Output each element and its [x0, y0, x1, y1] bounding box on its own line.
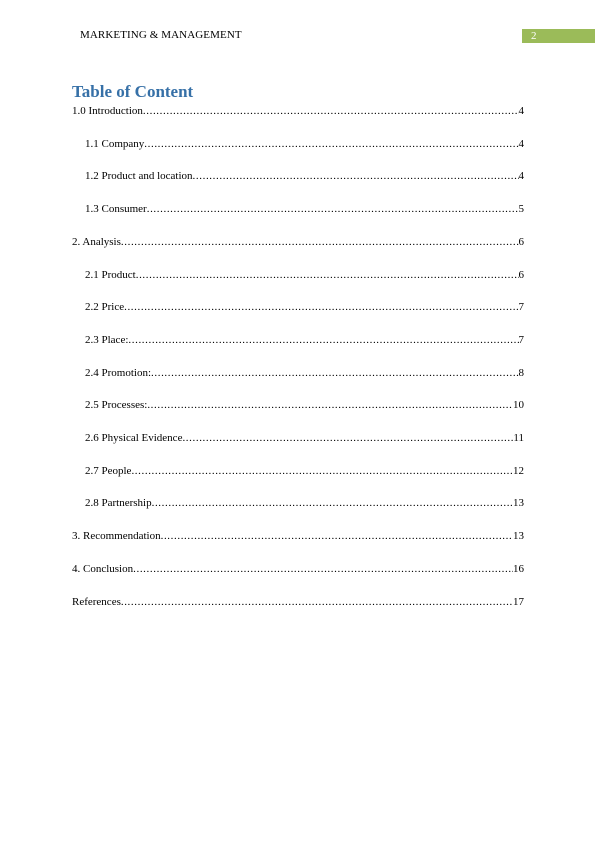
toc-entry-page: 13 [513, 530, 524, 542]
toc-entry-title: 1.2 Product and location [85, 170, 193, 182]
toc-entry-page: 4 [518, 170, 524, 182]
toc-entry-page: 6 [518, 269, 524, 281]
running-header: MARKETING & MANAGEMENT [80, 29, 242, 41]
toc-entry[interactable] [72, 562, 524, 576]
toc-entry-title: 1.1 Company [85, 138, 145, 150]
toc-entry-page: 8 [518, 367, 524, 379]
toc-entry-title: 2.5 Processes: [85, 399, 148, 411]
toc-dot-leader [133, 562, 513, 576]
toc-entry-page: 17 [513, 596, 524, 608]
toc-dot-leader [121, 235, 519, 249]
toc-dot-leader [147, 202, 519, 216]
toc-entry-title: 2.6 Physical Evidence [85, 432, 183, 444]
toc-entry-title: 2.2 Price [85, 301, 125, 313]
toc-entry[interactable] [85, 366, 524, 380]
toc-entry[interactable] [85, 398, 524, 412]
toc-entry-page: 12 [513, 465, 524, 477]
toc-dot-leader [151, 366, 518, 380]
toc-entry[interactable] [72, 595, 524, 609]
toc-entry-title: 3. Recommendation [72, 530, 161, 542]
toc-entry-page: 4 [518, 138, 524, 150]
toc-dot-leader [182, 431, 513, 445]
toc-entry-page: 4 [518, 105, 524, 117]
toc-entry-title: 2.8 Partnership [85, 497, 152, 509]
toc-dot-leader [124, 300, 518, 314]
toc-entry-title: 2. Analysis [72, 236, 121, 248]
toc-entry[interactable] [85, 431, 524, 445]
toc-dot-leader [152, 496, 513, 510]
toc-entry-title: 1.0 Introduction [72, 105, 143, 117]
toc-dot-leader [143, 104, 519, 118]
toc-entry-title: 2.7 People [85, 465, 132, 477]
toc-entry[interactable] [72, 529, 524, 543]
toc-dot-leader [144, 137, 518, 151]
toc-entry-page: 13 [513, 497, 524, 509]
toc-entry[interactable] [85, 464, 524, 478]
toc-entry-title: 4. Conclusion [72, 563, 134, 575]
toc-entry-page: 16 [513, 563, 524, 575]
toc-entry-title: 2.3 Place: [85, 334, 129, 346]
toc-entry-title: 1.3 Consumer [85, 203, 147, 215]
toc-dot-leader [193, 169, 519, 183]
toc-dot-leader [161, 529, 513, 543]
toc-entry[interactable] [85, 333, 524, 347]
toc-dot-leader [147, 398, 513, 412]
toc-entry[interactable] [85, 300, 524, 314]
toc-dot-leader [121, 595, 513, 609]
toc-entry[interactable] [72, 104, 524, 118]
toc-entry-page: 11 [513, 432, 524, 444]
toc-entry-page: 7 [518, 301, 524, 313]
page-number-badge: 2 [522, 29, 595, 43]
toc-entry-page: 5 [518, 203, 524, 215]
toc-entry-title: 2.1 Product [85, 269, 136, 281]
toc-dot-leader [131, 464, 513, 478]
toc-dot-leader [136, 268, 519, 282]
toc-entry-page: 10 [513, 399, 524, 411]
toc-entry-page: 7 [518, 334, 524, 346]
toc-entry[interactable] [85, 268, 524, 282]
toc-dot-leader [128, 333, 518, 347]
toc-entry[interactable] [85, 202, 524, 216]
toc-entry-title: References [72, 596, 121, 608]
toc-entry[interactable] [72, 235, 524, 249]
toc-entry[interactable] [85, 496, 524, 510]
toc-entry-title: 2.4 Promotion: [85, 367, 152, 379]
toc-heading: Table of Content [72, 82, 194, 101]
toc-entry[interactable] [85, 137, 524, 151]
toc-entry[interactable] [85, 169, 524, 183]
toc-entry-page: 6 [518, 236, 524, 248]
